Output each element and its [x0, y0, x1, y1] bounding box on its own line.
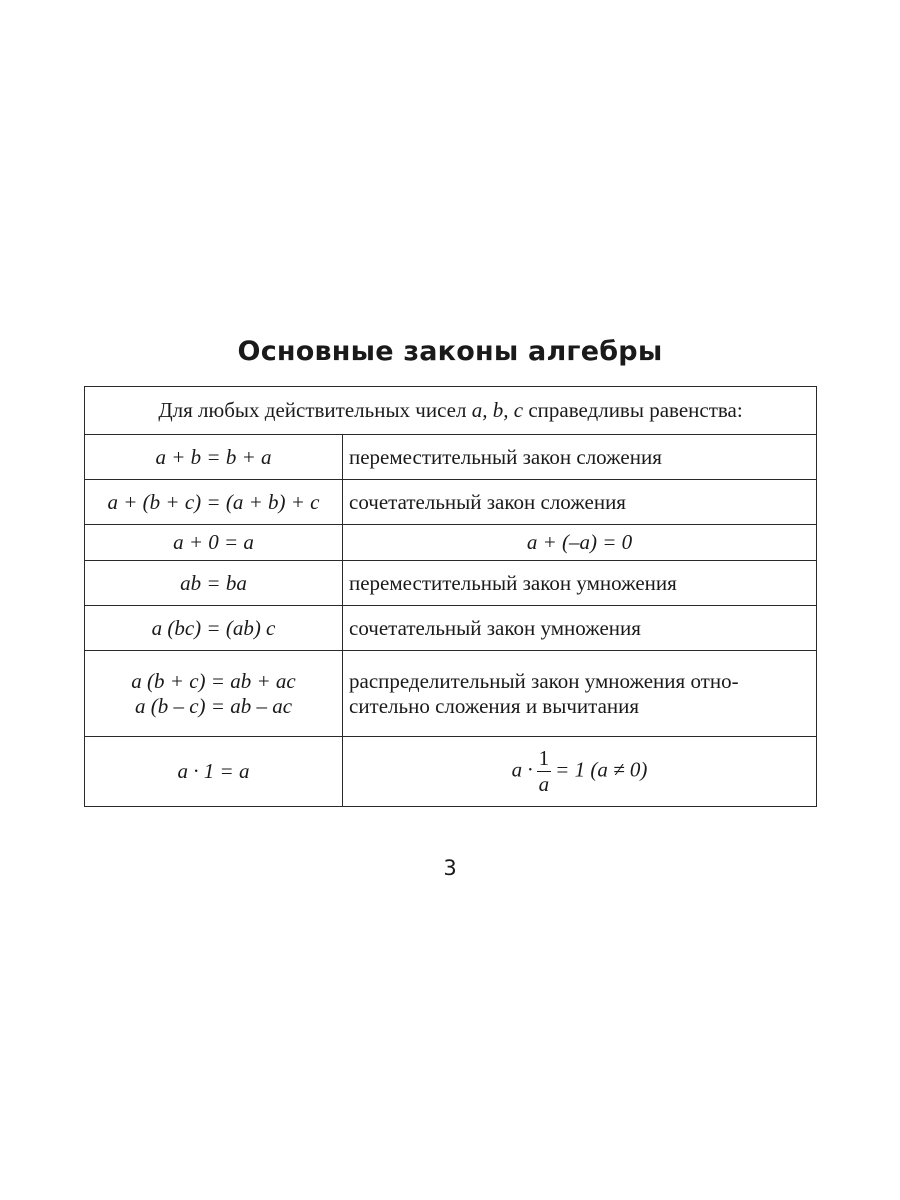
algebra-laws-table [84, 386, 817, 807]
description-cell [343, 651, 817, 737]
fraction-denominator: a [538, 772, 550, 796]
table-row [85, 387, 817, 435]
fraction [537, 748, 552, 795]
table-row [85, 561, 817, 606]
table-row [85, 737, 817, 807]
formula-left: a · [511, 757, 533, 782]
formula-cell: ab = ba [85, 561, 343, 606]
page-number: 3 [443, 856, 457, 880]
description-line: сительно сложения и вычитания [349, 693, 640, 718]
description-cell: сочетательный закон сложения [343, 480, 817, 525]
formula-cell: a + b = b + a [85, 435, 343, 480]
table-row [85, 435, 817, 480]
formula-cell-right [343, 737, 817, 807]
formula-cell: a + (b + c) = (a + b) + c [85, 480, 343, 525]
table-row [85, 525, 817, 561]
formula-cell: a (bc) = (ab) c [85, 606, 343, 651]
formula-line: a (b + c) = ab + ac [131, 668, 296, 693]
formula-cell: a · 1 = a [85, 737, 343, 807]
description-cell: сочетательный закон умножения [343, 606, 817, 651]
formula-cell: a + 0 = a [85, 525, 343, 561]
formula-cell [85, 651, 343, 737]
fraction-numerator: 1 [538, 746, 550, 770]
page-title: Основные законы алгебры [237, 336, 663, 367]
description-cell: переместительный закон сложения [343, 435, 817, 480]
table-row [85, 480, 817, 525]
table-row [85, 651, 817, 737]
table-row [85, 606, 817, 651]
description-line: распределительный закон умножения отно- [349, 668, 739, 693]
intro-cell [85, 387, 817, 435]
description-cell: переместительный закон умножения [343, 561, 817, 606]
intro-vars: a, b, c [471, 398, 524, 422]
intro-suffix: справедливы равенства: [523, 398, 743, 422]
formula-line: a (b – c) = ab – ac [134, 693, 293, 718]
formula-right: = 1 (a ≠ 0) [555, 757, 648, 782]
formula-cell-right: a + (–a) = 0 [343, 525, 817, 561]
intro-prefix: Для любых действительных чисел [158, 398, 472, 422]
